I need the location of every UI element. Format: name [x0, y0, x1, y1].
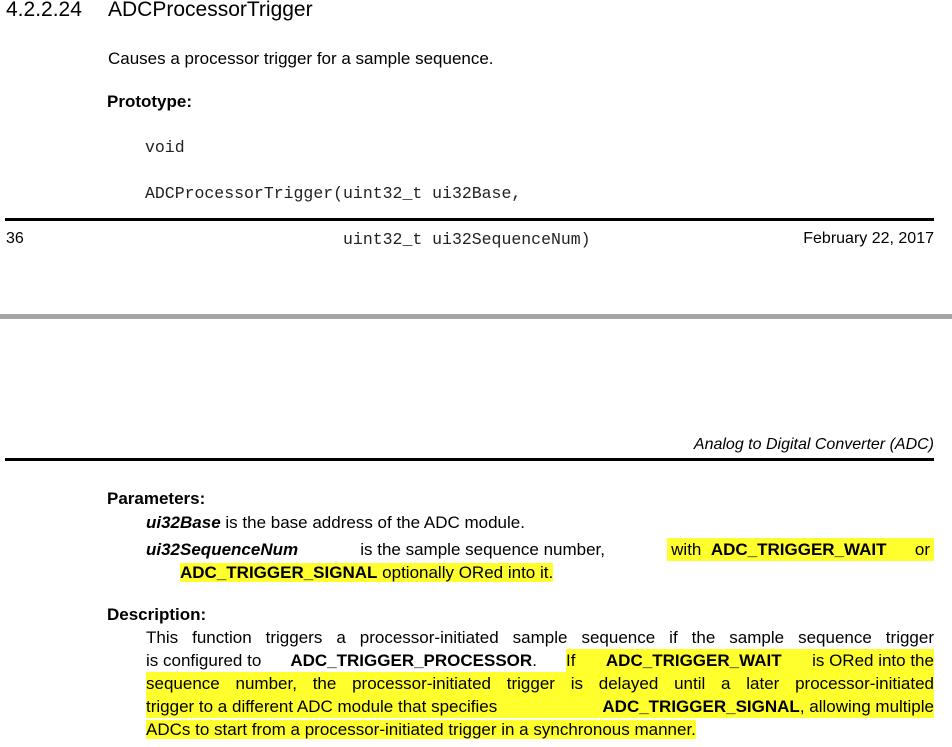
description-text: ADCs to start from a processor-initiated trigger in a synchronous manner. [146, 720, 696, 739]
param-description: with [671, 540, 702, 559]
section-heading [6, 0, 313, 24]
function-summary: Causes a processor trigger for a sample sequence. [108, 49, 494, 68]
running-header: Analog to Digital Converter (ADC) [693, 436, 934, 453]
prototype-line: ADCProcessorTrigger(uint32_t ui32Base, [145, 184, 522, 203]
code-constant: ADC_TRIGGER_PROCESSOR [290, 651, 533, 670]
description-text: is ORed into the [812, 651, 934, 670]
param-ui32sequencenum [146, 538, 934, 584]
footer-rule [5, 218, 934, 221]
prototype-code [145, 113, 591, 274]
highlight [667, 538, 934, 561]
description-line [146, 626, 934, 649]
param-line [146, 538, 934, 561]
prototype-line: uint32_t ui32SequenceNum) [145, 230, 591, 249]
param-description: optionally ORed into it. [382, 563, 554, 582]
description-text: trigger to a different ADC module that specifies [146, 697, 498, 716]
highlight [180, 563, 553, 582]
description-line [146, 649, 934, 672]
param-line [146, 561, 934, 584]
section-title: ADCProcessorTrigger [108, 0, 313, 21]
param-name: ui32Base [146, 513, 221, 532]
description-text: sequence number, the processor-initiated trigger is delayed until a later processor-initiated [146, 674, 934, 693]
prototype-line: void [145, 138, 185, 157]
header-rule [5, 458, 934, 461]
param-description: is the sample sequence number, [360, 540, 606, 559]
param-name: ui32SequenceNum [146, 540, 299, 559]
code-constant: ADC_TRIGGER_SIGNAL [602, 697, 800, 716]
param-description: or [914, 540, 930, 559]
description-line [146, 718, 934, 741]
code-constant: ADC_TRIGGER_SIGNAL [180, 563, 378, 582]
description-label: Description: [107, 605, 207, 624]
param-description: is the base address of the ADC module. [225, 513, 525, 532]
section-number: 4.2.2.24 [6, 0, 82, 21]
description-text: If [565, 651, 576, 670]
param-ui32base [146, 511, 525, 534]
description-body [146, 626, 934, 741]
prototype-label: Prototype: [107, 92, 192, 111]
footer-page-number: 36 [6, 230, 24, 247]
description-text: . [532, 651, 537, 670]
parameters-label: Parameters: [107, 489, 206, 508]
footer-date: February 22, 2017 [803, 230, 934, 247]
description-text: This function triggers a processor-initiated sample sequence if the sample sequence trigger [146, 628, 934, 647]
page-separator [0, 314, 952, 319]
description-text: , allowing multiple [799, 697, 934, 716]
code-constant: ADC_TRIGGER_WAIT [710, 540, 887, 559]
description-text: is configured to [146, 651, 262, 670]
description-line [146, 695, 934, 718]
code-constant: ADC_TRIGGER_WAIT [605, 651, 782, 670]
highlight [566, 649, 934, 672]
description-line [146, 672, 934, 695]
